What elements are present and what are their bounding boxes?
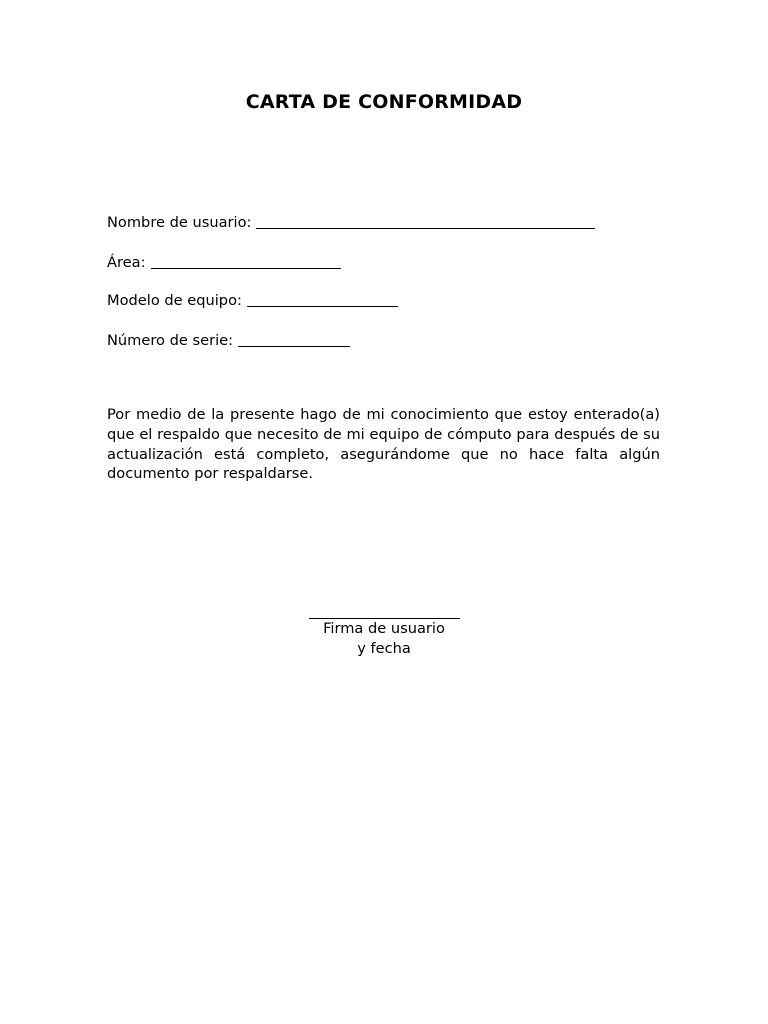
field-blank-numero-de-serie[interactable] [238,332,350,347]
signature-label-line2: y fecha [357,640,411,657]
field-label-area: Área: [107,254,146,271]
signature-label-line1: Firma de usuario [323,620,445,637]
field-modelo-de-equipo [107,290,398,309]
signature-line[interactable] [309,604,460,619]
field-blank-modelo-de-equipo[interactable] [247,292,398,307]
signature-block [300,604,468,659]
field-nombre-de-usuario [107,212,595,231]
field-area [107,252,341,271]
field-numero-de-serie [107,330,350,349]
field-label-numero-de-serie: Número de serie: [107,332,234,349]
body-paragraph: Por medio de la presente hago de mi conocimiento que estoy enterado(a) que el respaldo que necesito de mi equipo de cómputo para después de su actualización está completo, asegurándome que no hace falta algún documento por respaldarse. [107,406,660,483]
field-label-modelo-de-equipo: Modelo de equipo: [107,292,242,309]
document-title: CARTA DE CONFORMIDAD [245,91,523,113]
field-blank-nombre-de-usuario[interactable] [256,214,595,229]
field-label-nombre-de-usuario: Nombre de usuario: [107,214,252,231]
field-blank-area[interactable] [151,254,341,269]
